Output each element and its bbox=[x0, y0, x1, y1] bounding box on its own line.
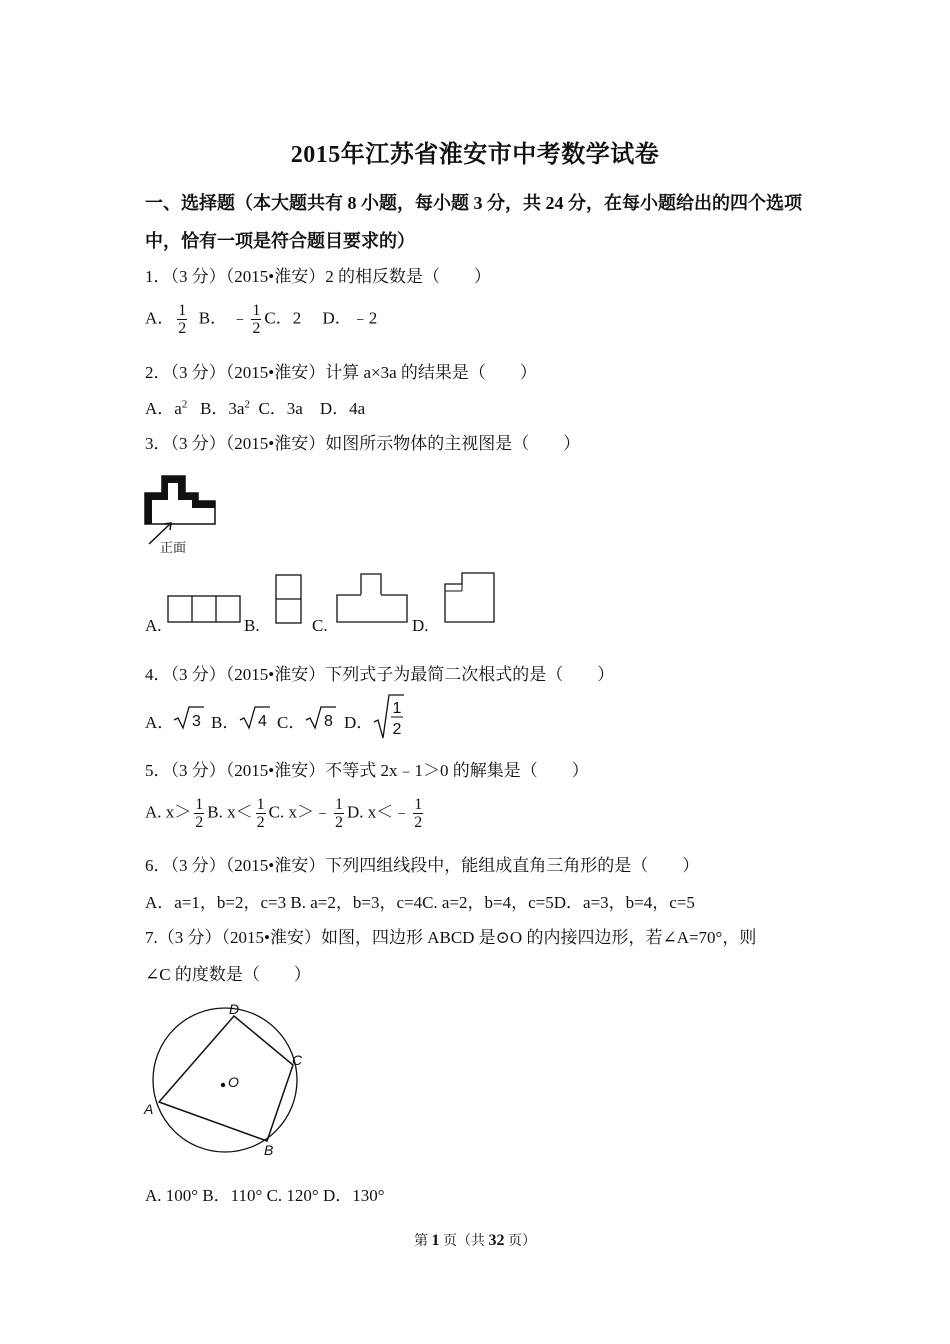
q7-stem-line2: ∠C 的度数是（ ） bbox=[145, 965, 311, 984]
q2-option-b: B．3a bbox=[200, 399, 245, 418]
label-a: A bbox=[144, 1101, 154, 1117]
q3-object-figure bbox=[140, 468, 225, 560]
fraction-denominator: 2 bbox=[414, 814, 423, 831]
q7-circle-figure bbox=[140, 998, 310, 1163]
label-d: D bbox=[229, 1001, 240, 1017]
fraction-numerator: 1 bbox=[392, 700, 402, 717]
footer-prefix: 第 bbox=[414, 1234, 428, 1249]
q2-stem: 2．（3 分）（2015•淮安）计算 a×3a 的结果是（ ） bbox=[145, 363, 537, 382]
fraction-denominator: 2 bbox=[256, 814, 265, 831]
q2-option-a-exponent: 2 bbox=[181, 398, 188, 411]
q1-options bbox=[145, 302, 377, 337]
q3-option-c-figure bbox=[334, 572, 410, 625]
q3-option-d-figure bbox=[442, 571, 497, 625]
q1-option-b-label: B． ﹣ bbox=[198, 308, 249, 328]
q2-option-a: A．a bbox=[145, 399, 182, 418]
q4-option-b-radical bbox=[238, 704, 272, 732]
section-heading-line2: 中，恰有一项是符合题目要求的） bbox=[145, 231, 415, 251]
q4-stem: 4．（3 分）（2015•淮安）下列式子为最简二次根式的是（ ） bbox=[145, 665, 615, 684]
q4-option-c-label: C． bbox=[277, 713, 306, 732]
q1-option-b-fraction bbox=[251, 302, 261, 337]
section-heading-line1: 一、选择题（本大题共有 8 小题，每小题 3 分，共 24 分，在每小题给出的四个选项 bbox=[145, 193, 802, 213]
q3-option-b-label: B. bbox=[244, 616, 260, 635]
q5-option-c-fraction bbox=[334, 796, 344, 831]
circle-o bbox=[153, 1008, 297, 1152]
fraction-denominator: 2 bbox=[392, 721, 402, 738]
quadrilateral-abcd bbox=[159, 1016, 293, 1141]
q1-options-cd: C．2 D．﹣2 bbox=[264, 308, 378, 328]
fraction-denominator: 2 bbox=[334, 814, 343, 831]
q3-option-a-figure bbox=[166, 594, 242, 624]
q2-options bbox=[145, 394, 365, 419]
q3-option-d-label: D. bbox=[412, 616, 429, 635]
fraction-denominator: 2 bbox=[178, 320, 187, 337]
q5-option-b-fraction bbox=[256, 796, 266, 831]
footer-total-pages: 32 bbox=[488, 1232, 505, 1249]
q4-option-b-label: B． bbox=[211, 713, 240, 732]
fraction-numerator: 1 bbox=[195, 796, 204, 813]
footer-suffix: 页） bbox=[508, 1234, 536, 1249]
q5-stem: 5．（3 分）（2015•淮安）不等式 2x﹣1＞0 的解集是（ ） bbox=[145, 761, 589, 780]
fraction-denominator: 2 bbox=[252, 320, 261, 337]
q1-stem: 1．（3 分）（2015•淮安）2 的相反数是（ ） bbox=[145, 267, 491, 286]
q5-option-d-fraction bbox=[413, 796, 423, 831]
q4-option-a-radical bbox=[172, 704, 206, 732]
q5-option-b: B. x＜ bbox=[207, 802, 253, 822]
q1-option-a-fraction bbox=[177, 302, 187, 337]
q4-option-a-label: A． bbox=[145, 713, 175, 732]
q2-option-b-exponent: 2 bbox=[244, 398, 250, 411]
radicand: 4 bbox=[258, 713, 267, 730]
q6-options: A．a=1，b=2，c=3 B. a=2，b=3，c=4C. a=2，b=4，c=5D．a=3，b=4，c=5 bbox=[145, 893, 695, 912]
fraction-numerator: 1 bbox=[178, 302, 187, 319]
q3-option-c-label: C. bbox=[312, 616, 328, 635]
q2-options-cd: C．3a D．4a bbox=[258, 399, 366, 418]
fraction-denominator: 2 bbox=[195, 814, 204, 831]
q5-options bbox=[145, 796, 426, 831]
paper-title: 2015年江苏省淮安市中考数学试卷 bbox=[290, 142, 660, 168]
center-point bbox=[221, 1083, 225, 1087]
radicand: 3 bbox=[192, 713, 201, 730]
q4-option-c-radical bbox=[304, 704, 338, 732]
q5-option-d: D. x＜﹣ bbox=[346, 802, 411, 822]
q5-option-a: A. x＞ bbox=[145, 802, 192, 822]
q4-option-d-label: D． bbox=[344, 713, 374, 732]
page-footer bbox=[0, 1230, 950, 1250]
footer-mid: 页（共 bbox=[443, 1234, 485, 1249]
fraction-numerator: 1 bbox=[252, 302, 261, 319]
q3-option-a-label: A. bbox=[145, 616, 162, 635]
q6-stem: 6．（3 分）（2015•淮安）下列四组线段中，能组成直角三角形的是（ ） bbox=[145, 856, 700, 875]
q5-option-a-fraction bbox=[194, 796, 204, 831]
q1-option-a-label: A． bbox=[145, 308, 175, 328]
q5-option-c: C. x＞﹣ bbox=[268, 802, 331, 822]
q7-options: A. 100° B．110° C. 120° D．130° bbox=[145, 1186, 385, 1205]
fraction-numerator: 1 bbox=[334, 796, 343, 813]
q3-stem: 3．（3 分）（2015•淮安）如图所示物体的主视图是（ ） bbox=[145, 434, 581, 453]
label-o: O bbox=[228, 1074, 239, 1090]
label-b: B bbox=[264, 1142, 274, 1158]
q7-stem-line1: 7.（3 分）（2015•淮安）如图，四边形 ABCD 是⊙O 的内接四边形，若∠A=70°，则 bbox=[145, 928, 757, 947]
footer-page-number: 1 bbox=[431, 1232, 440, 1249]
fraction-numerator: 1 bbox=[414, 796, 423, 813]
label-c: C bbox=[292, 1052, 303, 1068]
q3-option-b-figure bbox=[274, 573, 304, 625]
q4-option-d-radical bbox=[372, 692, 406, 742]
front-label: 正面 bbox=[160, 540, 187, 555]
radicand: 8 bbox=[324, 713, 333, 730]
fraction-numerator: 1 bbox=[256, 796, 265, 813]
